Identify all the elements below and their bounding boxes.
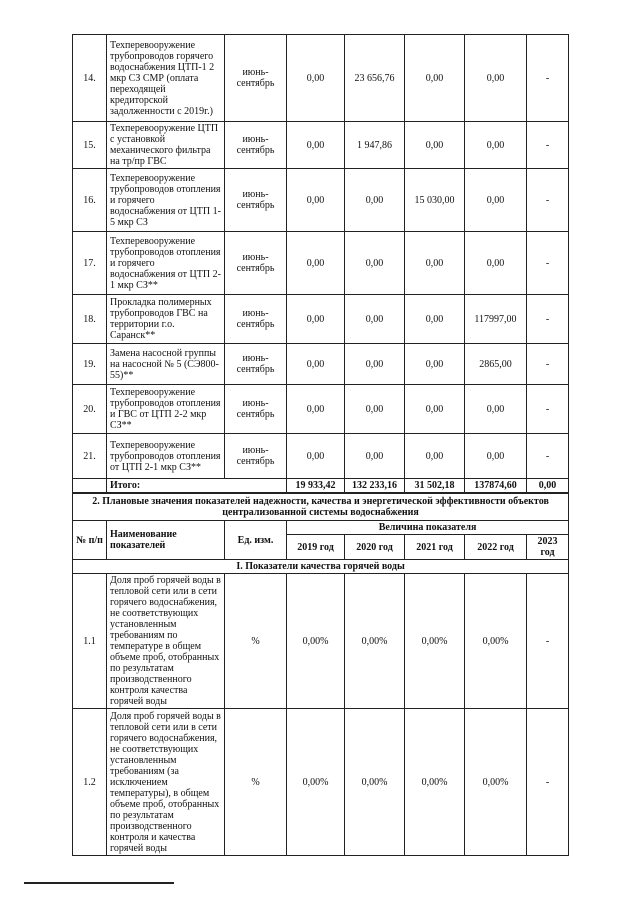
- row-value-2021: 0,00: [405, 385, 465, 434]
- row-period: июнь-сентябрь: [225, 122, 287, 169]
- row-value-2020: 0,00: [345, 344, 405, 385]
- header-year-2022: 2022 год: [465, 535, 527, 560]
- row-period: июнь-сентябрь: [225, 232, 287, 295]
- row-name: Техперевооружение ЦТП с установкой механического фильтра на тр/пр ГВС: [107, 122, 225, 169]
- row-value-2020: 0,00: [345, 385, 405, 434]
- document-sheet: [72, 34, 568, 856]
- row-value-2021: 0,00: [405, 35, 465, 122]
- indicator-unit: %: [225, 574, 287, 709]
- row-number: 19.: [73, 344, 107, 385]
- row-value-2019: 0,00: [287, 385, 345, 434]
- row-value-2021: 0,00: [405, 295, 465, 344]
- row-number: 15.: [73, 122, 107, 169]
- investment-row: [73, 35, 569, 122]
- total-label: Итого:: [107, 479, 287, 493]
- header-unit: Ед. изм.: [225, 521, 287, 560]
- indicator-2021: 0,00%: [405, 709, 465, 856]
- total-2023: 0,00: [527, 479, 569, 493]
- row-name: Техперевооружение трубопроводов горячего водоснабжения ЦТП-1 2 мкр СЗ СМР (оплата переходящей кредиторской задолженности с 2019г.): [107, 35, 225, 122]
- row-value-2020: 23 656,76: [345, 35, 405, 122]
- header-year-2021: 2021 год: [405, 535, 465, 560]
- row-period: июнь-сентябрь: [225, 434, 287, 479]
- header-year-2019: 2019 год: [287, 535, 345, 560]
- indicator-row: [73, 574, 569, 709]
- row-value-2022: 0,00: [465, 434, 527, 479]
- total-2021: 31 502,18: [405, 479, 465, 493]
- indicator-2023: -: [527, 709, 569, 856]
- investment-row: [73, 344, 569, 385]
- row-period: июнь-сентябрь: [225, 35, 287, 122]
- investment-table: [72, 34, 569, 493]
- indicator-name: Доля проб горячей воды в тепловой сети или в сети горячего водоснабжения, не соответствующих установленным требованиям по температуре в общем объеме проб, отобранных по результатам производственного контроля качества горячей воды: [107, 574, 225, 709]
- indicator-2019: 0,00%: [287, 574, 345, 709]
- indicators-table: [72, 493, 569, 856]
- row-value-2019: 0,00: [287, 434, 345, 479]
- row-value-2023: -: [527, 385, 569, 434]
- indicator-2020: 0,00%: [345, 574, 405, 709]
- row-period: июнь-сентябрь: [225, 385, 287, 434]
- row-period: июнь-сентябрь: [225, 295, 287, 344]
- header-name: Наименование показателей: [107, 521, 225, 560]
- row-value-2022: 2865,00: [465, 344, 527, 385]
- subsection-title: I. Показатели качества горячей воды: [73, 560, 569, 574]
- section2-title-row: [73, 494, 569, 521]
- total-empty: [73, 479, 107, 493]
- indicator-2020: 0,00%: [345, 709, 405, 856]
- investment-row: [73, 122, 569, 169]
- row-value-2019: 0,00: [287, 35, 345, 122]
- row-value-2023: -: [527, 344, 569, 385]
- row-value-2022: 0,00: [465, 122, 527, 169]
- indicator-name: Доля проб горячей воды в тепловой сети или в сети горячего водоснабжения, не соответствующих установленным требованиям (за исключением температуры), в общем объеме проб, отобранных по результатам производственного контроля и качества горячей воды: [107, 709, 225, 856]
- indicator-2022: 0,00%: [465, 574, 527, 709]
- row-value-2023: -: [527, 169, 569, 232]
- investment-row: [73, 169, 569, 232]
- row-value-2022: 0,00: [465, 169, 527, 232]
- header-num: № п/п: [73, 521, 107, 560]
- subsection-row: [73, 560, 569, 574]
- row-value-2023: -: [527, 232, 569, 295]
- indicator-number: 1.2: [73, 709, 107, 856]
- row-value-2019: 0,00: [287, 295, 345, 344]
- row-value-2020: 0,00: [345, 169, 405, 232]
- indicator-2021: 0,00%: [405, 574, 465, 709]
- footnote-line: [24, 882, 174, 884]
- row-value-2020: 1 947,86: [345, 122, 405, 169]
- row-value-2019: 0,00: [287, 232, 345, 295]
- row-value-2021: 0,00: [405, 344, 465, 385]
- row-value-2019: 0,00: [287, 344, 345, 385]
- row-name: Замена насосной группы на насосной № 5 (СЭ800-55)**: [107, 344, 225, 385]
- row-value-2019: 0,00: [287, 169, 345, 232]
- total-2020: 132 233,16: [345, 479, 405, 493]
- total-2022: 137874,60: [465, 479, 527, 493]
- row-value-2020: 0,00: [345, 295, 405, 344]
- row-value-2021: 15 030,00: [405, 169, 465, 232]
- indicator-unit: %: [225, 709, 287, 856]
- row-value-2022: 0,00: [465, 35, 527, 122]
- row-value-2021: 0,00: [405, 122, 465, 169]
- row-name: Прокладка полимерных трубопроводов ГВС на территории г.о. Саранск**: [107, 295, 225, 344]
- indicator-2022: 0,00%: [465, 709, 527, 856]
- row-number: 20.: [73, 385, 107, 434]
- indicator-2023: -: [527, 574, 569, 709]
- indicator-number: 1.1: [73, 574, 107, 709]
- row-value-2019: 0,00: [287, 122, 345, 169]
- row-period: июнь-сентябрь: [225, 344, 287, 385]
- row-number: 16.: [73, 169, 107, 232]
- row-number: 21.: [73, 434, 107, 479]
- row-value-2022: 0,00: [465, 385, 527, 434]
- row-name: Техперевооружение трубопроводов отопления от ЦТП 2-1 мкр СЗ**: [107, 434, 225, 479]
- row-value-2020: 0,00: [345, 232, 405, 295]
- row-name: Техперевооружение трубопроводов отопления и горячего водоснабжения от ЦТП 2-1 мкр СЗ**: [107, 232, 225, 295]
- row-number: 18.: [73, 295, 107, 344]
- row-number: 14.: [73, 35, 107, 122]
- row-value-2023: -: [527, 122, 569, 169]
- row-name: Техперевооружение трубопроводов отопления и ГВС от ЦТП 2-2 мкр СЗ**: [107, 385, 225, 434]
- row-period: июнь-сентябрь: [225, 169, 287, 232]
- header-year-2020: 2020 год: [345, 535, 405, 560]
- header-row: [73, 521, 569, 535]
- row-name: Техперевооружение трубопроводов отопления и горячего водоснабжения от ЦТП 1-5 мкр СЗ: [107, 169, 225, 232]
- row-value-2022: 0,00: [465, 232, 527, 295]
- header-year-2023: 2023 год: [527, 535, 569, 560]
- row-value-2023: -: [527, 295, 569, 344]
- row-value-2023: -: [527, 434, 569, 479]
- total-2019: 19 933,42: [287, 479, 345, 493]
- row-value-2020: 0,00: [345, 434, 405, 479]
- row-value-2022: 117997,00: [465, 295, 527, 344]
- investment-row: [73, 385, 569, 434]
- section2-title: 2. Плановые значения показателей надежности, качества и энергетической эффективности объектов централизованной системы водоснабжения: [73, 494, 569, 521]
- row-value-2021: 0,00: [405, 434, 465, 479]
- row-number: 17.: [73, 232, 107, 295]
- indicator-2019: 0,00%: [287, 709, 345, 856]
- total-row: [73, 479, 569, 493]
- investment-row: [73, 232, 569, 295]
- investment-row: [73, 434, 569, 479]
- row-value-2021: 0,00: [405, 232, 465, 295]
- indicator-row: [73, 709, 569, 856]
- investment-row: [73, 295, 569, 344]
- row-value-2023: -: [527, 35, 569, 122]
- header-value: Величина показателя: [287, 521, 569, 535]
